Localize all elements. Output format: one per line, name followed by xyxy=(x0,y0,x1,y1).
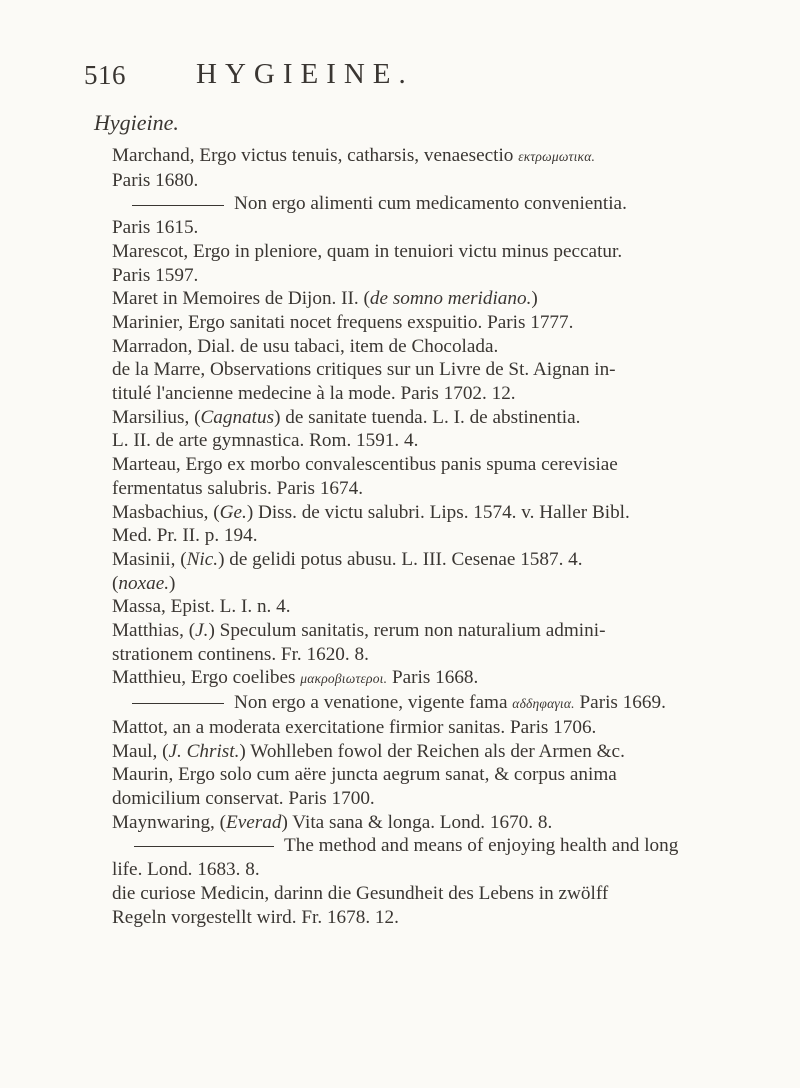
entry-text: ) de gelidi potus abusu. L. III. Cesenae 1587. 4. xyxy=(218,548,583,570)
entry-greek-text: εκτρωμωτικα. xyxy=(518,149,596,164)
entry-line xyxy=(112,666,762,691)
entry-text: Maurin, Ergo solo cum aëre juncta aegrum sanat, & corpus anima xyxy=(112,764,617,786)
entry-text: Maul, ( xyxy=(112,740,169,762)
entry-text: ) Diss. de victu salubri. Lips. 1574. v. Haller Bibl. xyxy=(246,501,630,523)
bibliography-entry xyxy=(112,192,762,239)
entry-text: Non ergo a venatione, vigente fama xyxy=(234,692,513,714)
entry-text: The method and means of enjoying health and long xyxy=(284,835,679,857)
entry-line xyxy=(112,358,762,382)
bibliography-entry xyxy=(112,666,762,691)
entry-line xyxy=(112,169,762,193)
entry-line xyxy=(112,429,762,453)
bibliography-entry xyxy=(112,763,762,810)
entry-line xyxy=(112,787,762,811)
entry-line xyxy=(112,144,762,169)
entry-text: die curiose Medicin, darinn die Gesundheit des Lebens in zwölff xyxy=(112,882,609,904)
entry-text: Maret in Memoires de Dijon. II. ( xyxy=(112,288,370,310)
entry-text: Marsilius, ( xyxy=(112,406,201,428)
entry-text: Marteau, Ergo ex morbo convalescentibus panis spuma cerevisiae xyxy=(112,454,618,476)
page-header xyxy=(84,58,604,98)
entry-text: Matthias, ( xyxy=(112,620,196,642)
entry-text: de la Marre, Observations critiques sur un Livre de St. Aignan in- xyxy=(112,359,616,381)
entry-line xyxy=(112,335,762,359)
section-title: Hygieine. xyxy=(94,110,179,135)
entry-text: ) Vita sana & longa. Lond. 1670. 8. xyxy=(281,811,553,833)
entry-text: ) xyxy=(169,572,176,594)
bibliography-entry xyxy=(112,716,762,740)
entry-italic-text: J. Christ. xyxy=(168,740,240,762)
entry-line xyxy=(112,619,762,643)
bibliography-entry xyxy=(112,287,762,311)
entry-italic-text: Cagnatus xyxy=(200,406,275,428)
entry-italic-text: Everad xyxy=(226,811,282,833)
entry-text: Marradon, Dial. de usu tabaci, item de Chocolada. xyxy=(112,335,499,357)
ditto-dash xyxy=(132,703,224,704)
entry-line xyxy=(134,691,762,716)
entry-text: Marchand, Ergo victus tenuis, catharsis, venaesectio xyxy=(112,145,519,166)
entry-text: Matthieu, Ergo coelibes xyxy=(112,667,301,689)
entry-text: ) Wohlleben fowol der Reichen als der Armen &c. xyxy=(239,740,625,762)
bibliography-entry xyxy=(112,358,762,405)
entry-text: strationem continens. Fr. 1620. 8. xyxy=(112,643,369,665)
entry-text: Masinii, ( xyxy=(112,548,187,570)
entry-italic-text: de somno meridiano. xyxy=(369,288,532,310)
entry-text: fermentatus salubris. Paris 1674. xyxy=(112,477,363,499)
entry-line xyxy=(112,216,762,240)
entry-text: Paris 1597. xyxy=(112,264,199,286)
entry-line xyxy=(112,811,762,835)
bibliography-entry xyxy=(112,453,762,500)
ditto-dash xyxy=(132,205,224,206)
entry-text: Maynwaring, ( xyxy=(112,811,227,833)
entry-greek-text: αδδηφαγια. xyxy=(512,696,575,712)
entry-text: ) xyxy=(531,288,538,310)
entry-line xyxy=(112,716,762,740)
entry-line xyxy=(112,287,762,311)
entry-text: ) Speculum sanitatis, rerum non naturalium admini- xyxy=(208,620,606,642)
bibliography-entry xyxy=(112,311,762,335)
running-head: HYGIEINE. xyxy=(196,58,414,90)
entry-italic-text: J. xyxy=(195,620,209,642)
entry-text: Paris 1680. xyxy=(112,169,199,191)
entry-text: Massa, Epist. L. I. n. 4. xyxy=(112,596,291,618)
bibliography-entry xyxy=(112,548,762,595)
entry-line xyxy=(112,548,762,572)
entry-line xyxy=(112,264,762,288)
entry-italic-text: Ge. xyxy=(219,501,247,523)
entry-line xyxy=(112,740,762,764)
entry-line xyxy=(112,763,762,787)
entry-text: domicilium conservat. Paris 1700. xyxy=(112,787,375,809)
entry-text: Regeln vorgestellt wird. Fr. 1678. 12. xyxy=(112,906,399,928)
entry-italic-text: Nic. xyxy=(186,548,219,570)
bibliography-entry xyxy=(112,740,762,764)
bibliography-entry xyxy=(112,406,762,453)
entry-text: Med. Pr. II. p. 194. xyxy=(112,525,258,547)
entry-line xyxy=(112,643,762,667)
entry-line xyxy=(112,501,762,525)
entry-line xyxy=(112,595,762,619)
entry-text: Non ergo alimenti cum medicamento convenientia. xyxy=(234,193,627,215)
bibliography-list xyxy=(112,144,762,929)
entry-line xyxy=(112,453,762,477)
entry-text: ( xyxy=(112,572,119,594)
entry-line xyxy=(112,311,762,335)
entry-line xyxy=(112,572,762,596)
entry-line xyxy=(112,906,762,930)
entry-line xyxy=(112,882,762,906)
entry-text: Paris 1669. xyxy=(574,692,666,714)
entry-text: Paris 1615. xyxy=(112,217,199,239)
bibliography-entry xyxy=(112,144,762,192)
page-number: 516 xyxy=(84,60,126,90)
entry-text: Marinier, Ergo sanitati nocet frequens exspuitio. Paris 1777. xyxy=(112,311,574,333)
bibliography-entry xyxy=(112,595,762,619)
entry-line xyxy=(134,834,762,858)
entry-text: titulé l'ancienne medecine à la mode. Paris 1702. 12. xyxy=(112,383,516,405)
bibliography-entry xyxy=(112,691,762,716)
entry-line xyxy=(134,192,762,216)
entry-line xyxy=(112,858,762,882)
bibliography-entry xyxy=(112,240,762,287)
entry-text: Paris 1668. xyxy=(387,667,479,689)
entry-text: L. II. de arte gymnastica. Rom. 1591. 4. xyxy=(112,430,419,452)
bibliography-entry xyxy=(112,501,762,548)
entry-text: ) de sanitate tuenda. L. I. de abstinentia. xyxy=(274,406,581,428)
entry-line xyxy=(112,477,762,501)
bibliography-entry xyxy=(112,882,762,929)
bibliography-entry xyxy=(112,811,762,835)
entry-line xyxy=(112,240,762,264)
bibliography-entry xyxy=(112,335,762,359)
bibliography-entry xyxy=(112,834,762,881)
entry-line xyxy=(112,524,762,548)
entry-line xyxy=(112,382,762,406)
bibliography-entry xyxy=(112,619,762,666)
entry-italic-text: noxae. xyxy=(118,572,170,594)
entry-text: life. Lond. 1683. 8. xyxy=(112,859,260,881)
ditto-dash xyxy=(134,846,274,847)
entry-greek-text: μακροβιωτεροι. xyxy=(300,671,388,687)
entry-text: Marescot, Ergo in pleniore, quam in tenuiori victu minus peccatur. xyxy=(112,240,623,262)
entry-text: Mattot, an a moderata exercitatione firmior sanitas. Paris 1706. xyxy=(112,716,597,738)
entry-line xyxy=(112,406,762,430)
entry-text: Masbachius, ( xyxy=(112,501,220,523)
